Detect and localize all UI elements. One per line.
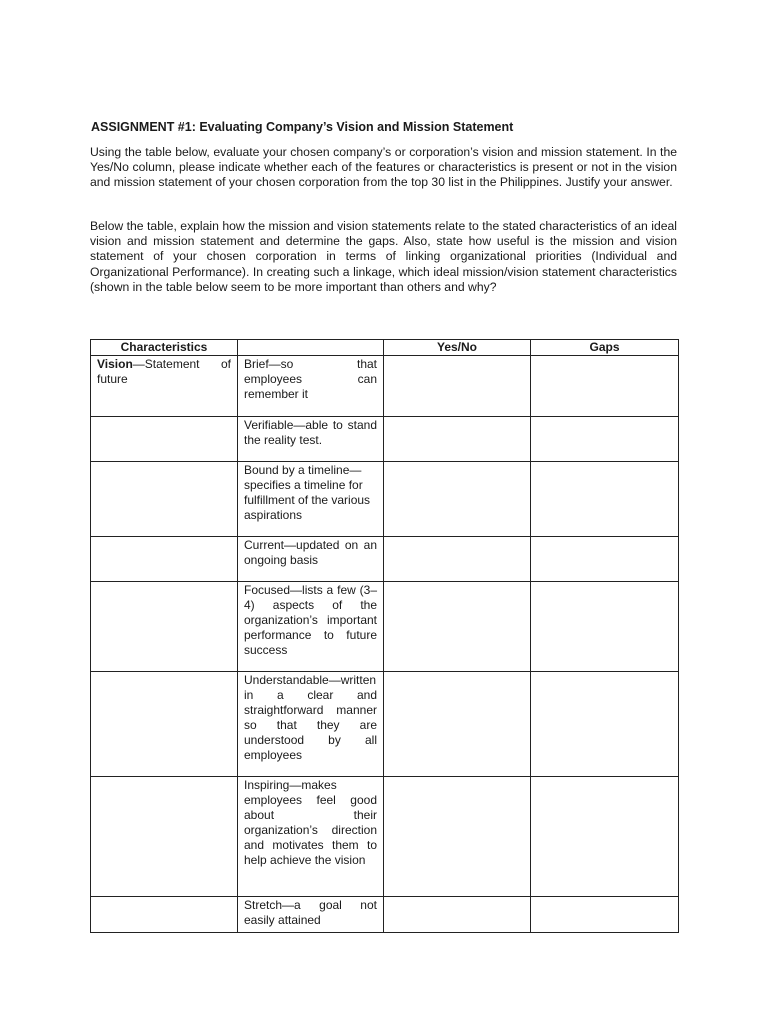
empty-characteristic-cell	[91, 777, 238, 897]
assignment-title: ASSIGNMENT #1: Evaluating Company’s Vision and Mission Statement	[91, 120, 514, 134]
feature-cell: Focused—lists a few (3–4) aspects of the organization’s important performance to future success	[238, 582, 384, 672]
table-row	[91, 897, 679, 933]
gaps-cell[interactable]	[531, 462, 679, 537]
feature-cell: Understandable—written in a clear and straightforward manner so that they are understood by all employees	[238, 672, 384, 777]
empty-characteristic-cell	[91, 537, 238, 582]
feature-cell: Inspiring—makes employees feel good about their organization’s direction and motivates them to help achieve the vision	[238, 777, 384, 897]
vision-description: —Statement of future	[97, 357, 231, 386]
empty-characteristic-cell	[91, 417, 238, 462]
gaps-cell[interactable]	[531, 582, 679, 672]
instructions-paragraph: Using the table below, evaluate your chosen company’s or corporation’s vision and mission statement. In the Yes/No column, please indicate whether each of the features or characteristics is present or not in the vision and mission statement of your chosen corporation from the top 30 list in the Philippines. Justify your answer.	[90, 145, 677, 190]
table-row	[91, 582, 679, 672]
table-header-row	[91, 340, 679, 356]
table-row	[91, 672, 679, 777]
header-gaps: Gaps	[531, 340, 679, 356]
empty-characteristic-cell	[91, 672, 238, 777]
yes-no-cell[interactable]	[384, 777, 531, 897]
yes-no-cell[interactable]	[384, 462, 531, 537]
vision-cell	[91, 356, 238, 417]
yes-no-cell[interactable]	[384, 537, 531, 582]
feature-cell: Brief—so that employees can remember it	[238, 356, 384, 417]
empty-characteristic-cell	[91, 897, 238, 933]
gaps-cell[interactable]	[531, 356, 679, 417]
table-row	[91, 537, 679, 582]
table-row	[91, 777, 679, 897]
empty-characteristic-cell	[91, 462, 238, 537]
header-feature	[238, 340, 384, 356]
gaps-cell[interactable]	[531, 537, 679, 582]
gaps-cell[interactable]	[531, 417, 679, 462]
feature-cell: Bound by a timeline—specifies a timeline for fulfillment of the various aspirations	[238, 462, 384, 537]
table-row	[91, 356, 679, 417]
gaps-cell[interactable]	[531, 897, 679, 933]
header-characteristics: Characteristics	[91, 340, 238, 356]
yes-no-cell[interactable]	[384, 672, 531, 777]
feature-cell: Stretch—a goal not easily attained	[238, 897, 384, 933]
table-row	[91, 417, 679, 462]
evaluation-table	[90, 339, 679, 933]
gaps-cell[interactable]	[531, 672, 679, 777]
vision-label: Vision	[97, 357, 133, 371]
feature-cell: Current—updated on an ongoing basis	[238, 537, 384, 582]
explanation-paragraph: Below the table, explain how the mission and vision statements relate to the stated characteristics of an ideal vision and mission statement and determine the gaps. Also, state how useful is the mission and vision statement of your chosen corporation in terms of linking organizational priorities (Individual and Organizational Performance). In creating such a linkage, which ideal mission/vision statement characteristics (shown in the table below seem to be more important than others and why?	[90, 219, 677, 294]
yes-no-cell[interactable]	[384, 582, 531, 672]
empty-characteristic-cell	[91, 582, 238, 672]
yes-no-cell[interactable]	[384, 356, 531, 417]
header-yes-no: Yes/No	[384, 340, 531, 356]
gaps-cell[interactable]	[531, 777, 679, 897]
feature-cell: Verifiable—able to stand the reality test.	[238, 417, 384, 462]
yes-no-cell[interactable]	[384, 897, 531, 933]
table-row	[91, 462, 679, 537]
yes-no-cell[interactable]	[384, 417, 531, 462]
